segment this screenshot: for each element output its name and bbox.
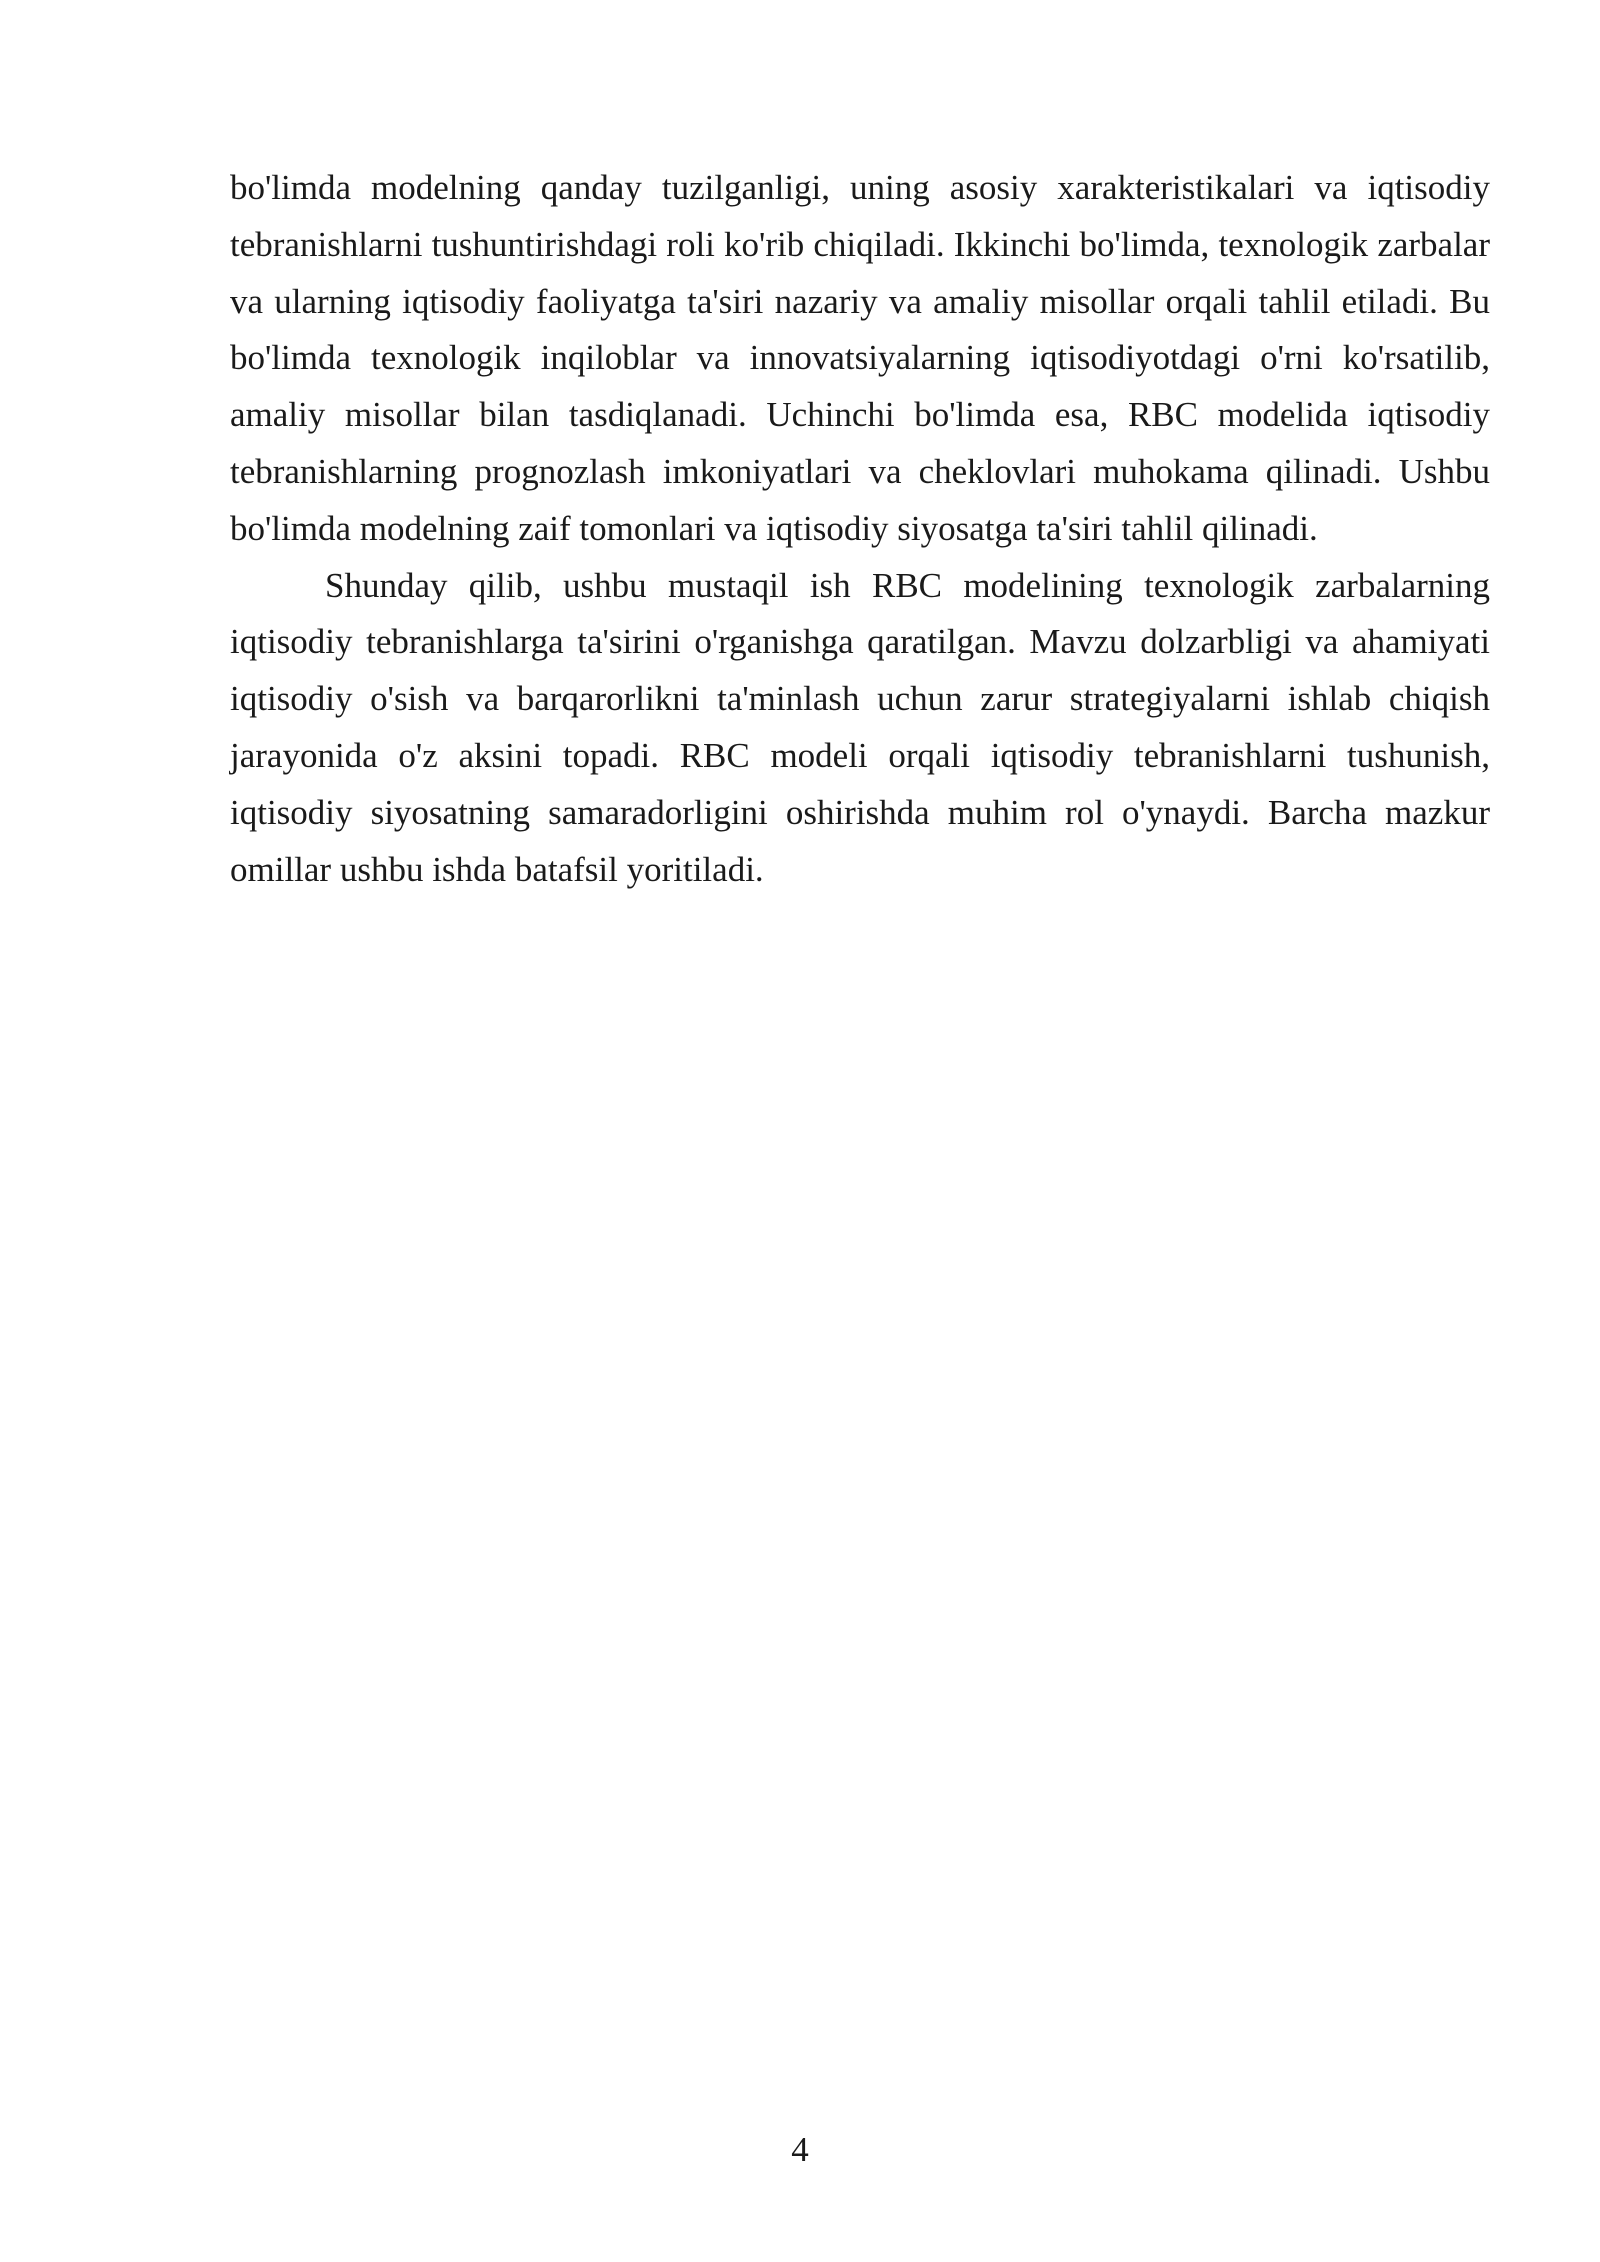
paragraph-conclusion: Shunday qilib, ushbu mustaqil ish RBC modelining texnologik zarbalarning iqtisodiy tebranishlarga ta'sirini o'rganishga qaratilgan. Mavzu dolzarbligi va ahamiyati iqtisodiy o'sish va barqarorlikni ta'minlash uchun zarur strategiyalarni ishlab chiqish jarayonida o'z aksini topadi. RBC modeli orqali iqtisodiy tebranishlarni tushunish, iqtisodiy siyosatning samaradorligini oshirishda muhim rol o'ynaydi. Barcha mazkur omillar ushbu ishda batafsil yoritiladi.: [230, 565, 1490, 889]
page-number: 4: [791, 2130, 809, 2169]
body-text: [230, 160, 1490, 898]
paragraph-continuation: bo'limda modelning qanday tuzilganligi, uning asosiy xarakteristikalari va iqtisodiy tebranishlarni tushuntirishdagi roli ko'rib chiqiladi. Ikkinchi bo'limda, texnologik zarbalar va ularning iqtisodiy faoliyatga ta'siri nazariy va amaliy misollar orqali tahlil etiladi. Bu bo'limda texnologik inqiloblar va innovatsiyalarning iqtisodiyotdagi o'rni ko'rsatilib, amaliy misollar bilan tasdiqlanadi. Uchinchi bo'limda esa, RBC modelida iqtisodiy tebranishlarning prognozlash imkoniyatlari va cheklovlari muhokama qilinadi. Ushbu bo'limda modelning zaif tomonlari va iqtisodiy siyosatga ta'siri tahlil qilinadi.: [230, 168, 1490, 548]
